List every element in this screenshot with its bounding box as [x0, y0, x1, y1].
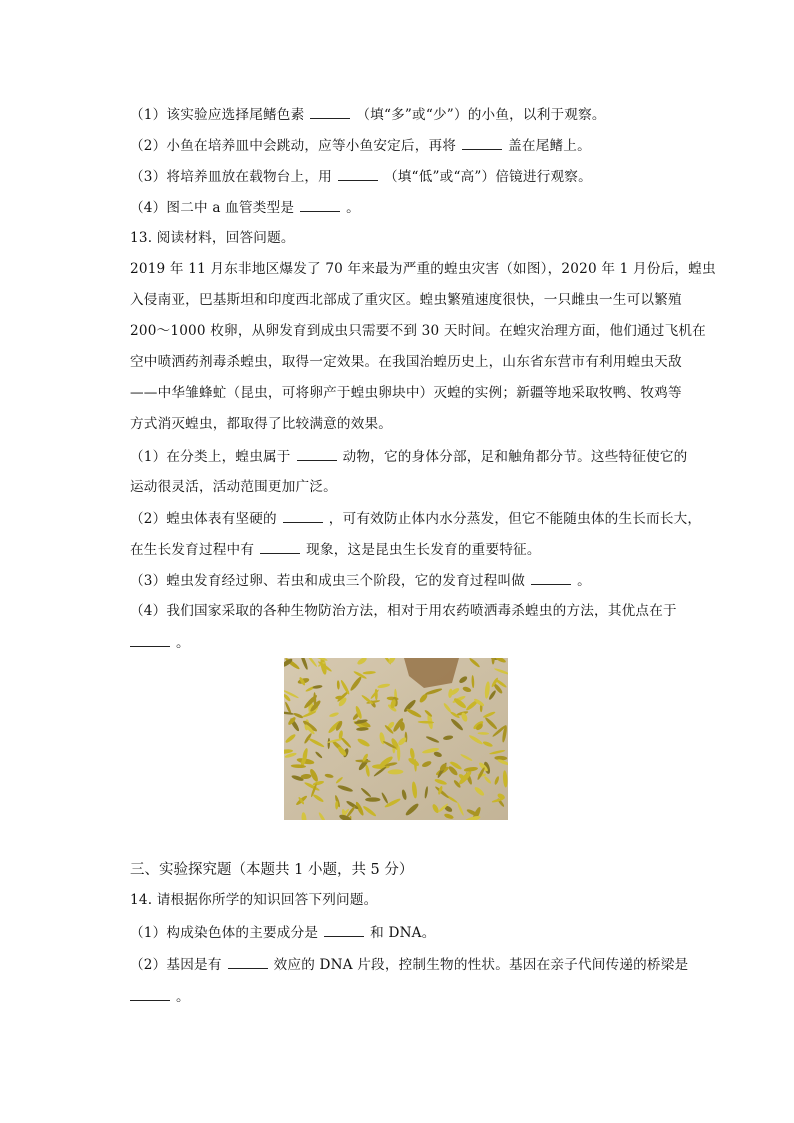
- q13-paragraph-line: 200～1000 枚卵，从卵发育到成虫只需要不到 30 天时间。在蝗灾治理方面，他们通过飞机在: [130, 323, 706, 339]
- q13-title: 13. 阅读材料，回答问题。: [130, 230, 295, 246]
- answer-blank[interactable]: [130, 986, 170, 1001]
- answer-blank[interactable]: [130, 632, 170, 647]
- q12-sub3: （3）将培养皿放在载物台上，用 （填“低”或“高”）倍镜进行观察。: [130, 166, 592, 187]
- answer-blank[interactable]: [300, 197, 340, 212]
- answer-blank[interactable]: [310, 104, 350, 119]
- q13-sub2: （2）蝗虫体表有坚硬的 ，可有效防止体内水分蒸发，但它不能随虫体的生长而长大，: [130, 508, 701, 529]
- answer-blank[interactable]: [462, 135, 502, 150]
- q12-sub2: （2）小鱼在培养皿中会跳动，应等小鱼安定后，再将 盖在尾鳍上。: [130, 135, 591, 156]
- q13-paragraph-line: 入侵南亚，巴基斯坦和印度西北部成了重灾区。蝗虫繁殖速度很快，一只雌虫一生可以繁殖: [130, 292, 682, 308]
- answer-blank[interactable]: [228, 954, 268, 969]
- q13-sub4: （4）我们国家采取的各种生物防治方法，相对于用农药喷洒毒杀蝗虫的方法，其优点在于: [130, 603, 677, 619]
- answer-blank[interactable]: [531, 570, 571, 585]
- q14-title: 14. 请根据你所学的知识回答下列问题。: [130, 892, 378, 908]
- answer-blank[interactable]: [297, 446, 337, 461]
- q13-sub4-cont: 。: [130, 632, 190, 653]
- answer-blank[interactable]: [283, 508, 323, 523]
- q13-paragraph-line: 方式消灭蝗虫，都取得了比较满意的效果。: [130, 416, 393, 432]
- q13-sub2-cont: 在生长发育过程中有 现象，这是昆虫生长发育的重要特征。: [130, 539, 541, 560]
- section-heading: 三、实验探究题（本题共 1 小题，共 5 分）: [130, 862, 414, 878]
- answer-blank[interactable]: [338, 166, 378, 181]
- q14-sub2: （2）基因是有 效应的 DNA 片段，控制生物的性状。基因在亲子代间传递的桥梁是: [130, 954, 688, 975]
- q14-sub2-cont: 。: [130, 986, 190, 1007]
- q13-sub1-cont: 运动很灵活，活动范围更加广泛。: [130, 479, 337, 495]
- answer-blank[interactable]: [324, 922, 364, 937]
- q13-paragraph-line: 2019 年 11 月东非地区爆发了 70 年来最为严重的蝗虫灾害（如图），2020 年 1 月份后，蝗虫: [130, 261, 716, 277]
- q12-sub1: （1）该实验应选择尾鳍色素 （填“多”或“少”）的小鱼，以利于观察。: [130, 104, 606, 125]
- q12-sub4: （4）图二中 a 血管类型是 。: [130, 197, 360, 218]
- q13-paragraph-line: ——中华雏蜂虻（昆虫，可将卵产于蝗虫卵块中）灭蝗的实例；新疆等地采取牧鸭、牧鸡等: [130, 385, 682, 401]
- q13-sub1: （1）在分类上，蝗虫属于 动物，它的身体分部，足和触角都分节。这些特征使它的: [130, 446, 687, 467]
- answer-blank[interactable]: [260, 539, 300, 554]
- locust-swarm-photo: [284, 658, 508, 820]
- locust: [365, 797, 380, 801]
- locust-swarm-image: [284, 658, 508, 820]
- q13-paragraph-line: 空中喷洒药剂毒杀蝗虫，取得一定效果。在我国治蝗历史上，山东省东营市有利用蝗虫天敌: [130, 354, 682, 370]
- q14-sub1: （1）构成染色体的主要成分是 和 DNA。: [130, 922, 436, 943]
- q13-sub3: （3）蝗虫发育经过卵、若虫和成虫三个阶段，它的发育过程叫做 。: [130, 570, 591, 591]
